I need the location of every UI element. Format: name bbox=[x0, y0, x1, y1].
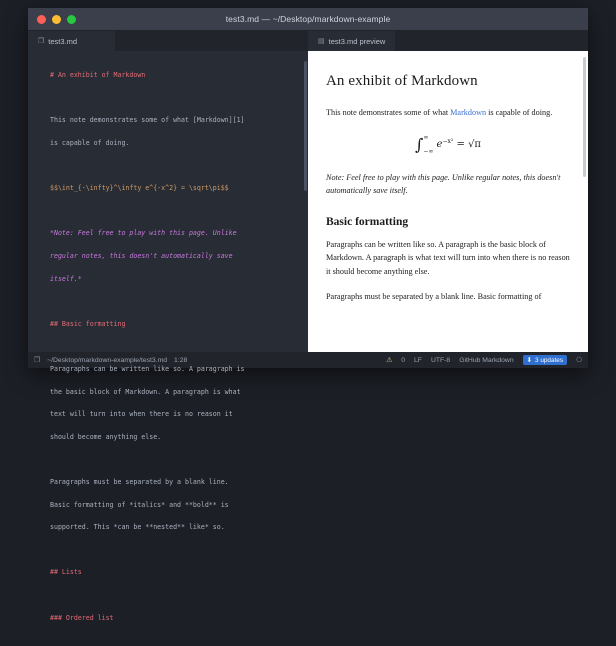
editor-line: regular notes, this doesn't automatically save bbox=[50, 252, 233, 261]
editor-line: # An exhibit of Markdown bbox=[50, 71, 146, 80]
editor-line: ### Ordered list bbox=[50, 613, 114, 622]
editor-line: is capable of doing. bbox=[50, 139, 130, 148]
editor-line: ## Basic formatting bbox=[50, 319, 126, 328]
close-window-button[interactable] bbox=[37, 15, 46, 24]
editor-line-blank bbox=[50, 590, 298, 601]
status-cursor-position[interactable]: 1:28 bbox=[174, 356, 188, 364]
status-grammar[interactable]: GitHub Markdown bbox=[459, 356, 514, 364]
preview-section-heading: Basic formatting bbox=[326, 215, 409, 228]
preview-title: An exhibit of Markdown bbox=[326, 73, 478, 89]
preview-scrollbar[interactable] bbox=[583, 57, 586, 177]
window-title: test3.md — ~/Desktop/markdown-example bbox=[225, 14, 391, 24]
tab-label: test3.md bbox=[48, 36, 78, 46]
tab-filler-left bbox=[116, 31, 308, 51]
status-right-group bbox=[386, 355, 582, 365]
tab-group-preview bbox=[308, 31, 588, 51]
editor-line: Paragraphs must be separated by a blank line. bbox=[50, 477, 229, 486]
download-icon: ⬇ bbox=[526, 357, 532, 364]
editor-line: the basic block of Markdown. A paragraph is what bbox=[50, 387, 241, 396]
math-body: e bbox=[436, 138, 443, 150]
math-formula bbox=[326, 134, 570, 155]
editor-line-blank bbox=[50, 206, 298, 217]
preview-intro-paragraph bbox=[326, 106, 570, 120]
editor-text[interactable] bbox=[28, 59, 308, 646]
window-controls[interactable] bbox=[37, 15, 76, 24]
tab-label: test3.md preview bbox=[328, 36, 386, 46]
tab-filler-right bbox=[396, 31, 588, 51]
status-encoding[interactable]: UTF-8 bbox=[430, 356, 451, 364]
tab-test3-md[interactable] bbox=[28, 31, 116, 51]
editor-line-blank bbox=[50, 161, 298, 172]
editor-line-blank bbox=[50, 454, 298, 465]
tab-group-editor bbox=[28, 31, 308, 51]
editor-line: *Note: Feel free to play with this page. Unlike bbox=[50, 229, 237, 238]
math-exponent: −x² bbox=[442, 137, 454, 145]
warning-icon[interactable]: ⚠ bbox=[386, 357, 393, 364]
editor-line: text will turn into when there is no reason it bbox=[50, 410, 233, 419]
editor-line: $$\int_{-\infty}^\infty e^{-x^2} = \sqrt\pi$$ bbox=[50, 184, 229, 193]
markdown-preview-pane[interactable] bbox=[308, 51, 588, 352]
status-updates-label: 3 updates bbox=[534, 356, 564, 364]
intro-text-before: This note demonstrates some of what bbox=[326, 108, 451, 117]
intro-text-after: is capable of doing. bbox=[486, 108, 553, 117]
status-line-ending[interactable]: LF bbox=[414, 356, 422, 364]
folder-icon: ❐ bbox=[34, 357, 41, 364]
markdown-link[interactable]: Markdown bbox=[450, 108, 487, 117]
preview-note: Note: Feel free to play with this page. Unlike regular notes, this doesn't automatically save itself. bbox=[326, 172, 561, 196]
editor-line-blank bbox=[50, 341, 298, 352]
editor-line: ## Lists bbox=[50, 568, 82, 577]
file-icon: ❐ bbox=[38, 38, 45, 45]
preview-paragraph-1: Paragraphs can be written like so. A paragraph is the basic block of Markdown. A paragraph is what text will turn into when there is no reason it should become anything else. bbox=[326, 239, 570, 276]
editor-scrollbar[interactable] bbox=[304, 61, 307, 191]
preview-paragraph-2: Paragraphs must be separated by a blank line. Basic formatting of bbox=[326, 292, 542, 302]
editor-line: Basic formatting of *italics* and **bold** is bbox=[50, 500, 229, 509]
math-equals: = bbox=[456, 138, 465, 150]
integral-lower-bound: −∞ bbox=[423, 147, 434, 155]
maximize-window-button[interactable] bbox=[67, 15, 76, 24]
title-bar bbox=[28, 8, 588, 31]
integral-sign: ∫ bbox=[414, 134, 424, 154]
math-result: √π bbox=[468, 138, 482, 150]
tab-test3-md-preview[interactable] bbox=[308, 31, 396, 51]
preview-icon: ▤ bbox=[318, 38, 325, 45]
application-window bbox=[28, 8, 588, 622]
editor-line-blank bbox=[50, 296, 298, 307]
editor-line: supported. This *can be **nested** like* so. bbox=[50, 523, 225, 532]
editor-line: itself.* bbox=[50, 274, 82, 283]
status-updates-badge[interactable] bbox=[523, 355, 567, 365]
editor-line: Paragraphs can be written like so. A paragraph is bbox=[50, 365, 245, 374]
status-file-path[interactable]: ~/Desktop/markdown-example/test3.md bbox=[47, 356, 168, 364]
tab-bar bbox=[28, 31, 588, 51]
editor-line-blank bbox=[50, 93, 298, 104]
minimize-window-button[interactable] bbox=[52, 15, 61, 24]
status-warning-count: 0 bbox=[401, 356, 406, 364]
integral-upper-bound: ∞ bbox=[423, 133, 429, 141]
editor-line-blank bbox=[50, 545, 298, 556]
editor-line: should become anything else. bbox=[50, 432, 162, 441]
github-icon[interactable]: ⎔ bbox=[576, 357, 582, 364]
editor-line: This note demonstrates some of what [Markdown][1] bbox=[50, 116, 245, 125]
